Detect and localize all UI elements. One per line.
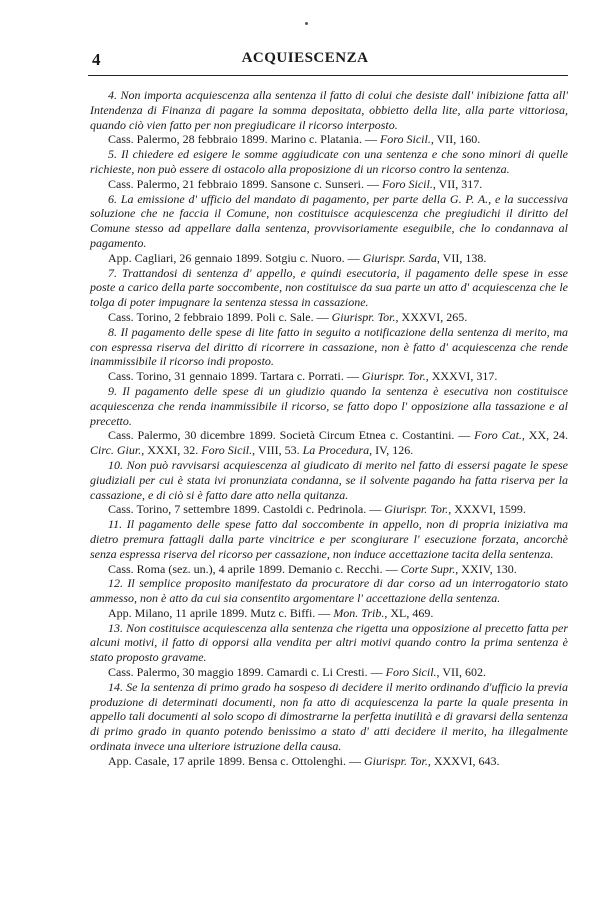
- ruling-entry: [90, 680, 568, 769]
- ruling-entry: [90, 192, 568, 266]
- ruling-text: 8. Il pagamento delle spese di lite fatto in seguito a notificazione della sentenza di merito, ma con espressa riserva del diritto di ricorrere in cassazione, non è fatto d' acquiescenza che rende inammissibile il ricorso indi proposto.: [90, 324, 568, 369]
- citation-reference: , XXXVI, 643.: [427, 753, 500, 768]
- ruling-citation: [90, 310, 568, 325]
- citation-reference: , XX, 24.: [521, 428, 568, 443]
- citation-source: Mon. Trib.: [333, 605, 385, 620]
- citation-source: La Procedura: [302, 443, 370, 458]
- ruling-citation: [90, 502, 568, 517]
- ruling-entry: [90, 266, 568, 325]
- ruling-text: 4. Non importa acquiescenza alla sentenza il fatto di colui che desiste dall' inibizione fatta all' Intendenza di Finanza di pagare la somma depositata, obbietto della lite, alla parte vittoriosa, quando ciò vien fatto per non pregiudicare il ricorso interposto.: [90, 88, 568, 132]
- citation-court: Cass. Torino, 2 febbraio 1899. Poli c. Sale. —: [108, 309, 329, 324]
- ruling-text: 11. Il pagamento delle spese fatto dal soccombente in appello, non di propria iniziativa ma dietro premura fattagli dalla parte vincitrice e per scongiurare l' esecuzione forzata, ancorchè senza espressa riserva del ricorso per cassazione, non induce accettazione tacita della sentenza.: [90, 517, 568, 561]
- citation-reference: , VII, 160.: [430, 132, 481, 147]
- ruling-text: 6. La emissione d' ufficio del mandato di pagamento, per parte della G. P. A., e la successiva soluzione che ne faccia il Comune, non costituisce acquiescenza che pregiudichi il diritto del Comune stesso ad appellare dalla sentenza, provvisoriamente eseguibile, che lo condannava al pagamento.: [90, 191, 568, 250]
- ruling-entry: [90, 621, 568, 680]
- page-number: 4: [92, 50, 101, 69]
- ruling-entry: [90, 458, 568, 517]
- citation-source: Giurispr. Tor.: [361, 369, 426, 384]
- ruling-citation: [90, 428, 568, 458]
- ruling-text: 9. Il pagamento delle spese di un giudizio quando la sentenza è esecutiva non costituisce acquiescenza che renda inammissibile il ricorso, se fatto dopo l' opposizione alla tassazione e al precetto.: [90, 383, 568, 428]
- citation-source: Giurispr. Sarda: [362, 250, 437, 265]
- ruling-citation: [90, 562, 568, 577]
- citation-source: Giurispr. Tor.: [331, 309, 396, 324]
- citation-reference: , XXIV, 130.: [455, 561, 517, 576]
- ruling-entry: [90, 147, 568, 191]
- ruling-entry: [90, 88, 568, 147]
- ruling-text: 5. Il chiedere ed esigere le somme aggiudicate con una sentenza e che sono minori di quelle richieste, non può essere di ostacolo alla proposizione di un ricorso contro la sentenza.: [90, 147, 568, 176]
- citation-reference: , VII, 138.: [436, 250, 487, 265]
- ruling-citation: [90, 132, 568, 147]
- ruling-citation: [90, 177, 568, 192]
- ruling-citation: [90, 754, 568, 769]
- citation-source: Giurispr. Tor.: [384, 502, 449, 517]
- citation-source: Circ. Giur.: [90, 443, 142, 458]
- citation-court: Cass. Palermo, 21 febbraio 1899. Sansone c. Sunseri. —: [108, 176, 379, 191]
- ruling-text: 7. Trattandosi di sentenza d' appello, e quindi esecutoria, il pagamento delle spese in esse poste a carico della parte soccombente, non costituisce da sua parte un atto d' acquiescenza che le tolga di poter impugnare la sentenza stessa in cassazione.: [90, 265, 568, 310]
- citation-source: Foro Sicil.: [201, 443, 253, 458]
- citation-reference: , XL, 469.: [384, 605, 434, 620]
- citation-court: Cass. Torino, 31 gennaio 1899. Tartara c. Porrati. —: [108, 369, 359, 384]
- citation-source: Foro Sicil.: [379, 132, 431, 147]
- citation-reference: , VIII, 53.: [252, 443, 300, 458]
- citation-reference: , XXXVI, 1599.: [448, 502, 526, 517]
- ruling-text: 13. Non costituisce acquiescenza alla sentenza che rigetta una opposizione al precetto fatta per alcuni motivi, il fatto di opporsi alla vendita per altri motivi quando contro la prima sentenza è stato proposto gravame.: [90, 620, 568, 665]
- citation-source: Foro Sicil.: [381, 176, 433, 191]
- citation-court: App. Cagliari, 26 gennaio 1899. Sotgiu c. Nuoro. —: [108, 250, 360, 265]
- running-head-title: ACQUIESCENZA: [241, 50, 369, 66]
- ruling-citation: [90, 369, 568, 384]
- ruling-entry: [90, 517, 568, 576]
- citation-reference: , XXXVI, 265.: [395, 309, 468, 324]
- ruling-citation: [90, 251, 568, 266]
- ruling-entry: [90, 325, 568, 384]
- ruling-entry: [90, 576, 568, 620]
- citation-source: Foro Sicil.: [385, 665, 437, 680]
- citation-reference: , XXXI, 32.: [141, 443, 199, 458]
- citation-court: App. Milano, 11 aprile 1899. Mutz c. Biffi. —: [108, 605, 331, 620]
- citation-court: Cass. Palermo, 30 maggio 1899. Camardi c. Li Cresti. —: [108, 665, 383, 680]
- ruling-citation: [90, 665, 568, 680]
- page-body: [90, 88, 568, 769]
- print-speck: [305, 22, 308, 25]
- citation-court: Cass. Torino, 7 settembre 1899. Castoldi c. Pedrinola. —: [108, 502, 382, 517]
- header-rule: [88, 75, 568, 76]
- citation-reference: , VII, 602.: [436, 665, 486, 680]
- citation-court: Cass. Palermo, 30 dicembre 1899. Società Circum Etnea c. Costantini. —: [108, 428, 471, 443]
- citation-reference: , IV, 126.: [369, 443, 414, 458]
- ruling-citation: [90, 606, 568, 621]
- ruling-text: 12. Il semplice proposito manifestato da procuratore di dar corso ad un interrogatorio stato ammesso, non è atto da cui sia consentito argomentare l' accettazione della sentenza.: [90, 576, 568, 606]
- citation-reference: , VII, 317.: [432, 176, 483, 191]
- citation-court: Cass. Palermo, 28 febbraio 1899. Marino c. Platania. —: [108, 132, 377, 147]
- ruling-text: 14. Se la sentenza di primo grado ha sospeso di decidere il merito ordinando d'ufficio la previa produzione di determinati documenti, non fa atto di acquiescenza la parte la quale presenta in appello tali documenti al solo scopo di dimostrarne la perfetta inutilità e di gravarsi della sentenza di primo grado in quanto potendo benissimo a stato d' atti decidere il merito, ha illegalmente ordinata invece una ulteriore istruzione della causa.: [90, 679, 568, 754]
- citation-source: Corte Supr.: [400, 561, 456, 576]
- citation-source: Foro Cat.: [474, 428, 522, 443]
- ruling-text: 10. Non può ravvisarsi acquiescenza al giudicato di merito nel fatto di essersi pagate le spese giudiziali per cui è stata ivi pronunziata condanna, se il solvente pagando ha fatta riserva per la cassazione, e di ciò si è fatto dare atto nella quitanza.: [90, 457, 568, 502]
- citation-source: Giurispr. Tor.: [363, 753, 428, 768]
- citation-reference: , XXXVI, 317.: [425, 369, 498, 384]
- ruling-entry: [90, 384, 568, 458]
- citation-court: App. Casale, 17 aprile 1899. Bensa c. Ottolenghi. —: [108, 753, 361, 768]
- citation-court: Cass. Roma (sez. un.), 4 aprile 1899. Demanio c. Recchi. —: [108, 561, 398, 576]
